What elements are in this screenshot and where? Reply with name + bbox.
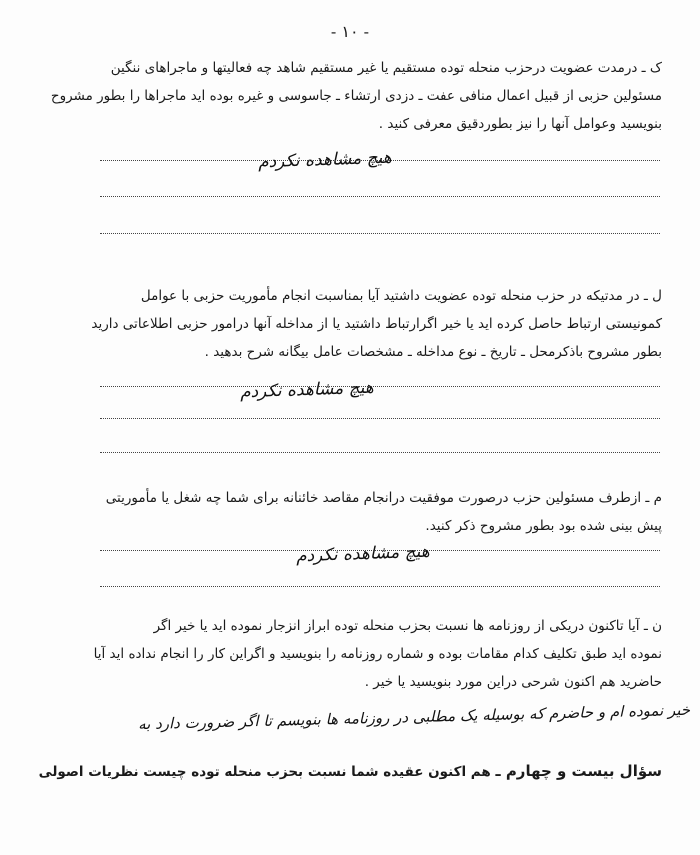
final-question-number: سؤال بیست و چهارم ـ — [495, 762, 662, 780]
question-k-line-1: ک ـ درمدت عضویت درحزب منحله توده مستقیم یا غیر مستقیم شاهد چه فعالیتها و ماجراهای ننگین — [110, 60, 662, 76]
question-m — [62, 484, 662, 540]
question-n-line-3: حاضرید هم اکنون شرحی دراین مورد بنویسید یا خیر . — [364, 674, 662, 690]
answer-line — [100, 586, 660, 587]
question-l — [62, 282, 662, 366]
question-l-line-2: کمونیستی ارتباط حاصل کرده اید یا خیر اگرارتباط داشتید یا از مداخله آنها درامور حزبی اطلاعاتی دارید — [91, 316, 662, 332]
question-m-line-1: م ـ ازطرف مسئولین حزب درصورت موفقیت درانجام مقاصد خائنانه برای شما چه شغل یا مأموریتی — [105, 490, 662, 506]
question-l-line-3: بطور مشروح باذکرمحل ـ تاریخ ـ نوع مداخله ـ مشخصات عامل بیگانه شرح بدهید . — [204, 344, 662, 360]
final-question — [39, 762, 662, 780]
question-n-line-2: نموده اید طبق تکلیف کدام مقامات بوده و شماره روزنامه را بنویسید و اگراین کار را انجام نداده اید آیا — [93, 646, 662, 662]
answer-line — [100, 386, 660, 387]
answer-l-handwritten: هیچ مشاهده نکردم — [239, 377, 375, 403]
answer-line — [100, 452, 660, 453]
question-l-line-1: ل ـ در مدتیکه در حزب منحله توده عضویت داشتید آیا بمناسبت انجام مأموریت حزبی با عوامل — [140, 288, 662, 304]
answer-k-handwritten: هیچ مشاهده نکردم — [257, 147, 393, 173]
page-number: - ۱۰ - — [330, 22, 370, 41]
question-k-line-3: بنویسید وعوامل آنها را نیز بطوردقیق معرفی کنید . — [378, 116, 662, 132]
question-k — [50, 54, 662, 138]
answer-line — [100, 550, 660, 551]
question-n — [62, 612, 662, 696]
answer-line — [100, 233, 660, 234]
question-m-line-2: پیش بینی شده بود بطور مشروح ذکر کنید. — [425, 518, 662, 534]
final-question-text: هم اکنون عقیده شما نسبت بحزب منحله توده چیست نظریات اصولی — [38, 764, 491, 780]
answer-line — [100, 418, 660, 419]
answer-line — [100, 160, 660, 161]
question-n-line-1: ن ـ آیا تاکنون دریکی از روزنامه ها نسبت بحزب منحله توده ابراز انزجار نموده اید یا خیر اگر — [153, 618, 662, 634]
answer-n-handwritten: خیر نموده ام و حاضرم که بوسیله یک مطلبی در روزنامه ها بنویسم تا اگر ضرورت دارد به — [137, 700, 691, 734]
answer-line — [100, 196, 660, 197]
question-k-line-2: مسئولین حزبی از قبیل اعمال منافی عفت ـ دزدی ارتشاء ـ جاسوسی و غیره بوده اید ماجراها را بطور مشروح — [50, 88, 662, 104]
answer-m-handwritten: هیچ مشاهده نکردم — [295, 541, 431, 567]
